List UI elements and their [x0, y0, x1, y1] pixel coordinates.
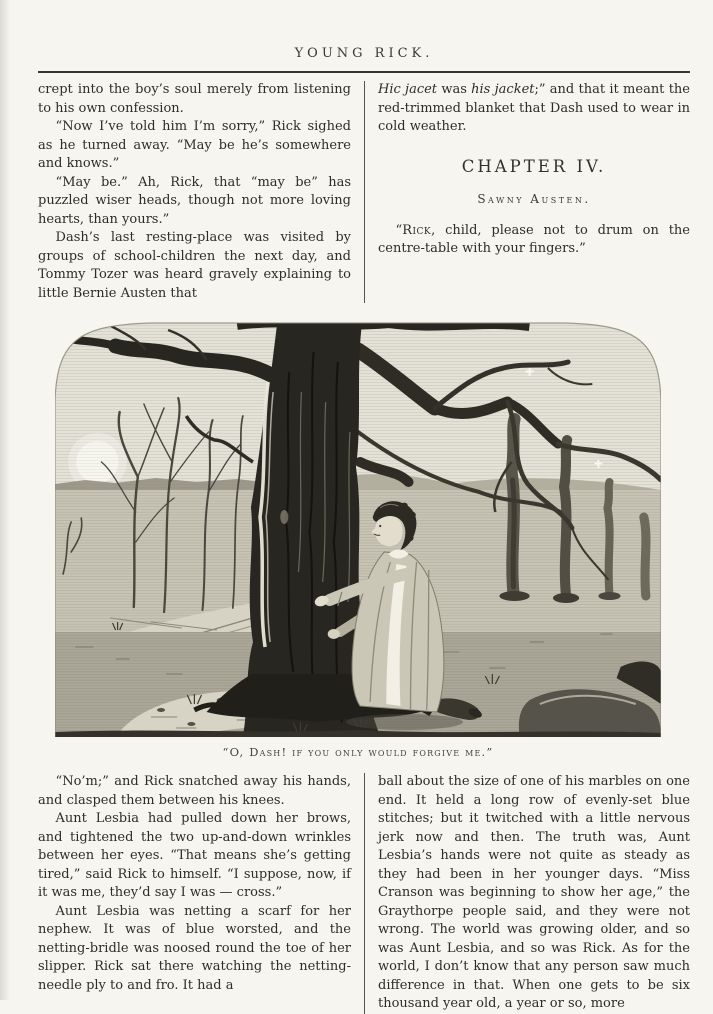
chapter-subheading: Sawny Austen.: [477, 191, 591, 206]
bottom-left-column: [38, 773, 364, 1014]
illustration-engraving: [55, 312, 661, 737]
paragraph: [38, 773, 351, 810]
text-segment: ;” and that it meant the red-trimmed blanket that Dash used to wear in cold weather.: [378, 82, 690, 134]
header-rule: [38, 71, 690, 73]
paragraph: [378, 222, 690, 259]
text-segment: Hic jacet: [378, 82, 438, 97]
paragraph: [38, 81, 351, 118]
paragraph: [38, 118, 351, 174]
text-segment: his jacket: [471, 82, 535, 97]
text-segment: “No’m;” and Rick snatched away his hands, and clasped them between his knees.: [38, 774, 351, 808]
top-text-section: [38, 81, 690, 303]
text-segment: “Now I’ve told him I’m sorry,” Rick sighed as he turned away. “May be he’s somewhere and knows.”: [38, 119, 351, 171]
paragraph: [38, 903, 351, 996]
illustration-caption: “O, Dash! if you only would forgive me.”: [222, 745, 494, 759]
running-head: YOUNG RICK.: [294, 46, 434, 61]
text-segment: , child, please not to drum on the centre-table with your fingers.”: [378, 222, 690, 256]
paragraph: [38, 174, 351, 230]
paragraph: [38, 810, 351, 903]
paragraph: [378, 81, 690, 137]
text-segment: was: [437, 82, 472, 97]
text-segment: “May be.” Ah, Rick, that “may be” has puzzled wiser heads, though not more loving hearts, than yours.”: [38, 174, 351, 227]
text-segment: Aunt Lesbia was netting a scarf for her nephew. It was of blue worsted, and the netting-bridle was noosed round the toe of her slipper. Rick sat there watching the netting-needle ply to and fro. It had a: [38, 903, 351, 993]
paragraph-group-before-chapter: [378, 81, 690, 137]
text-segment: ball about the size of one of his marbles on one end. It held a long row of evenly-set blue stitches; but it twitched with a little nervous jerk now and then. The truth was, Aunt Lesbia’s hands were not quite as steady as they had been in her younger days. “Miss Cranson was beginning to show her age,” the Graythorpe people said, and they were not wrong. The world was growing older, and so was Aunt Lesbia, and so was Rick. As for the world, I don’t know that any person saw much difference in that. When one gets to be six thousand year old, a year or so, more: [378, 774, 690, 1011]
paragraph: [378, 773, 690, 1014]
text-segment: “: [395, 222, 403, 238]
text-segment: crept into the boy’s soul merely from listening to his own confession.: [38, 82, 351, 116]
illustration: [55, 312, 661, 759]
bottom-text-section: [38, 773, 690, 1014]
text-segment: Rick: [402, 222, 432, 238]
chapter-heading: CHAPTER IV.: [461, 156, 607, 176]
top-right-column: [364, 81, 690, 303]
top-left-column: [38, 81, 364, 303]
paragraph: [38, 229, 351, 303]
text-segment: Dash’s last resting-place was visited by groups of school-children the next day, and Tommy Tozer was heard gravely explaining to little Bernie Austen that: [38, 230, 351, 301]
text-segment: Aunt Lesbia had pulled down her brows, and tightened the two up-and-down wrinkles between her eyes. “That means she’s getting tired,” said Rick to himself. “I suppose, now, if it was me, they’d say I was — cross.”: [38, 811, 351, 900]
bottom-right-column: [364, 773, 690, 1014]
paragraph-group-after-chapter: [378, 222, 690, 259]
